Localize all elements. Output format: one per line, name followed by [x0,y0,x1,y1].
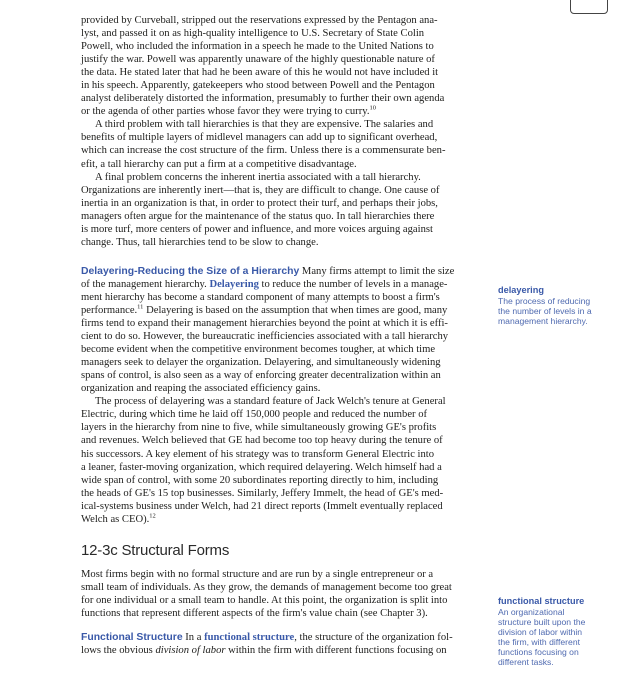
key-term-functional-structure: functional structure [204,631,295,643]
welch-paragraph [81,395,489,525]
text-line: a leaner, faster-moving organization, which required delayering. Welch himself had a [81,461,442,473]
text-line: wide span of control, with some 20 subordinates reporting directly to him, including [81,474,439,486]
text-line: efit, a tall hierarchy can put a firm at a competitive disadvantage. [81,158,357,170]
text-line: division of labor within [498,627,583,637]
text-line: is more turf, more centers of power and influence, and more voices arguing against [81,223,433,235]
text-line: of the management hierarchy. [81,278,210,290]
text-line: within the firm with different functions focusing on [225,645,447,657]
text-line: functions that represent different aspects of the firm's value chain (see Chapter 3). [81,607,428,619]
margin-definition [498,607,610,667]
functional-structure-heading: Functional Structure [81,631,183,643]
emphasis-text: division of labor [155,645,226,657]
text-line: , the structure of the organization fol- [294,631,453,643]
text-line: the data. He stated later that had he been aware of this he would not have included it [81,67,439,79]
text-line: and revenues. Welch believed that GE had become too top heavy during the tenure of [81,435,443,447]
text-line: change. Thus, tall hierarchies tend to be slow to change. [81,236,319,248]
text-line: for one individual or a small team to handle. At this point, the organization is split into [81,594,448,606]
text-line: The process of reducing [498,296,591,306]
section-title: 12-3c Structural Forms [81,541,230,559]
text-line: justify the war. Powell was apparently unaware of the highly questionable nature of [81,54,435,66]
text-line: the firm, with different [498,637,580,647]
text-line: cient to do so. However, the bureaucratic inefficiencies associated with a tall hierarchy [81,331,449,343]
text-line: Electric, during which time he laid off 150,000 people and reduced the number of [81,409,428,421]
text-line: analyst deliberately distorted the information, presumably to further their own agenda [81,93,445,105]
text-line: firms tend to expand their management hierarchies beyond the point at which it is effi- [81,318,448,330]
text-line: Delayering is based on the assumption that when times are good, many [143,304,448,316]
text-line: the number of levels in a [498,306,592,316]
page-corner-tab [570,0,608,14]
text-line: A final problem concerns the inherent inertia associated with a tall hierarchy. [95,171,421,183]
text-line: which can increase the cost structure of the firm. Unless there is a commensurate ben- [81,145,446,157]
text-line: management hierarchy. [498,316,588,326]
text-line: benefits of multiple layers of midlevel managers can add up to significant overhead, [81,132,438,144]
delayering-heading: Delayering-Reducing the Size of a Hierarchy [81,265,300,277]
text-line: functions focusing on [498,647,579,657]
margin-note-delayering [498,285,610,326]
text-line: different tasks. [498,657,554,667]
margin-term: delayering [498,285,544,295]
text-line: to reduce the number of levels in a manage- [258,278,448,290]
main-text-column [81,14,489,657]
text-line: provided by Curveball, stripped out the reservations expressed by the Pentagon ana- [81,15,438,26]
text-line: Welch as CEO). [81,513,150,525]
text-line: small team of individuals. As they grow, the demands of management become too great [81,581,452,593]
text-line: lows the obvious [81,645,156,657]
margin-note-functional-structure [498,596,610,667]
text-line: In a [182,631,205,643]
text-line: managers seek to delayer the organization. Delayering, and simultaneously widening [81,357,441,369]
margin-term: functional structure [498,596,585,606]
text-line: Most firms begin with no formal structure and are run by a single entrepreneur or a [81,568,434,580]
text-line: the heads of GE's 15 top businesses. Similarly, Jeffery Immelt, the head of GE's med- [81,487,444,499]
text-line: his successors. A key element of his strategy was to transform General Electric into [81,448,435,460]
text-line: ical-systems business under Welch, had 21 direct reports (Immelt eventually replaced [81,500,443,512]
text-line: A third problem with tall hierarchies is that they are expensive. The salaries and [95,119,434,131]
final-problem-paragraph [81,171,489,249]
text-line: Many firms attempt to limit the size [299,265,455,277]
key-term-delayering: Delayering [209,278,259,290]
endnote-marker: 10 [369,104,376,112]
text-line: The process of delayering was a standard feature of Jack Welch's tenure at General [95,396,446,408]
text-line: An organizational [498,607,565,617]
text-line: ment hierarchy has become a standard component of many attempts to boost a firm's [81,291,440,303]
text-line: layers in the hierarchy from nine to five, while simultaneously growing GE's profits [81,422,437,434]
text-line: organization and reaping the associated efficiency gains. [81,383,321,395]
text-line: or the agenda of other parties whose favor they were trying to curry. [81,106,370,118]
functional-structure-paragraph [81,631,489,657]
text-line: Organizations are inherently inert—that is, they are difficult to change. One cause of [81,184,440,196]
margin-definition [498,296,610,326]
delayering-paragraph [81,265,489,395]
continuation-paragraph [81,14,489,118]
endnote-marker: 11 [137,303,144,311]
structural-forms-paragraph [81,568,489,620]
text-line: Powell, who included the information in a speech he made to the United Nations to [81,41,434,53]
text-line: in his speech. Apparently, gatekeepers who stood between Powell and the Pentagon [81,80,435,92]
text-line: become evident when the competitive environment becomes tougher, at which time [81,344,436,356]
text-line: managers often argue for the maintenance of the status quo. In tall hierarchies there [81,210,435,222]
endnote-marker: 12 [149,512,156,520]
text-line: spans of control, is also seen as a way of enforcing greater decentralization within an [81,370,441,382]
text-line: lyst, and passed it on as high-quality intelligence to U.S. Secretary of State Colin [81,28,425,40]
third-problem-paragraph [81,118,489,170]
text-line: structure built upon the [498,617,586,627]
text-line: inertia in an organization is that, in order to protect their turf, and perhaps their jobs, [81,197,438,209]
text-line: performance. [81,304,138,316]
